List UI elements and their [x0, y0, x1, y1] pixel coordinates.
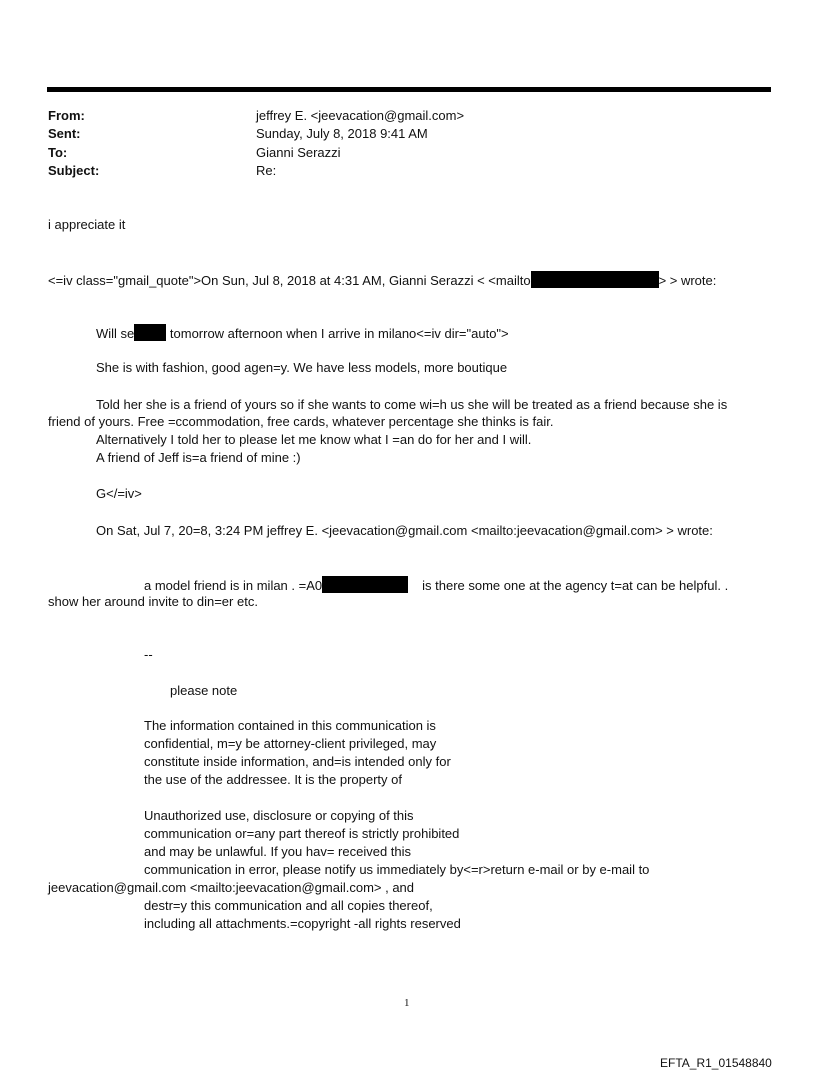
disclaimer-line-3: constitute inside information, and=is intended only for: [144, 754, 451, 769]
signature-dash: --: [144, 647, 153, 662]
sent-value: Sunday, July 8, 2018 9:41 AM: [256, 126, 428, 141]
quote-line-8-end: is there some one at the agency t=at can be helpful. .: [422, 578, 729, 593]
to-label: To:: [48, 145, 68, 160]
quote-line-1-start: Will se: [96, 326, 135, 341]
quote-line-1: [96, 324, 509, 342]
subject-label: Subject:: [48, 163, 100, 178]
quote-line-2: She is with fashion, good agen=y. We have less models, more boutique: [96, 360, 508, 375]
disclaimer-line-4: the use of the addressee. It is the property of: [144, 772, 402, 787]
disclaimer-line-7: and may be unlawful. If you hav= received this: [144, 844, 412, 859]
disclaimer-line-9: jeevacation@gmail.com <mailto:jeevacation@gmail.com> , and: [48, 880, 415, 895]
quote-intro-end: > > wrote:: [658, 273, 717, 288]
quote-line-3a: Told her she is a friend of yours so if she wants to come wi=h us she will be treated as a friend because she is: [96, 397, 728, 412]
page-number: 1: [404, 997, 410, 1009]
redaction-box: [134, 324, 166, 341]
disclaimer-line-1: The information contained in this communication is: [144, 718, 436, 733]
signature-note: please note: [170, 683, 238, 698]
disclaimer-line-8: communication in error, please notify us immediately by<=r>return e-mail or by e-mail to: [144, 862, 650, 877]
disclaimer-line-6: communication or=any part thereof is strictly prohibited: [144, 826, 460, 841]
disclaimer-line-11: including all attachments.=copyright -all rights reserved: [144, 916, 461, 931]
from-value: jeffrey E. <jeevacation@gmail.com>: [256, 108, 465, 123]
quote-line-4: Alternatively I told her to please let me know what I =an do for her and I will.: [96, 432, 532, 447]
disclaimer-line-5: Unauthorized use, disclosure or copying of this: [144, 808, 414, 823]
redaction-box: [322, 576, 408, 593]
quote-line-7: On Sat, Jul 7, 20=8, 3:24 PM jeffrey E. <jeevacation@gmail.com <mailto:jeevacation@gmail.com> > wrote:: [96, 523, 713, 538]
header-rule: [47, 87, 771, 92]
document-id: EFTA_R1_01548840: [660, 1056, 772, 1070]
quote-line-1-end: tomorrow afternoon when I arrive in milano<=iv dir="auto">: [166, 326, 509, 341]
disclaimer-line-10: destr=y this communication and all copies thereof,: [144, 898, 433, 913]
quote-line-3b: friend of yours. Free =ccommodation, free cards, whatever percentage she thinks is fair.: [48, 414, 554, 429]
quote-line-5: A friend of Jeff is=a friend of mine :): [96, 450, 301, 465]
sent-label: Sent:: [48, 126, 81, 141]
quote-intro-start: <=iv class="gmail_quote">On Sun, Jul 8, 2018 at 4:31 AM, Gianni Serazzi < <mailto: [48, 273, 531, 288]
reply-text: i appreciate it: [48, 217, 126, 232]
quote-intro: [48, 271, 716, 289]
quote-line-8-start: a model friend is in milan . =A0: [144, 578, 323, 593]
disclaimer-line-2: confidential, m=y be attorney-client privileged, may: [144, 736, 437, 751]
quote-line-6: G</=iv>: [96, 486, 142, 501]
subject-value: Re:: [256, 163, 277, 178]
from-label: From:: [48, 108, 85, 123]
quote-line-9: show her around invite to din=er etc.: [48, 594, 258, 609]
quote-line-8: [144, 576, 728, 594]
to-value: Gianni Serazzi: [256, 145, 341, 160]
redaction-box: [531, 271, 659, 288]
